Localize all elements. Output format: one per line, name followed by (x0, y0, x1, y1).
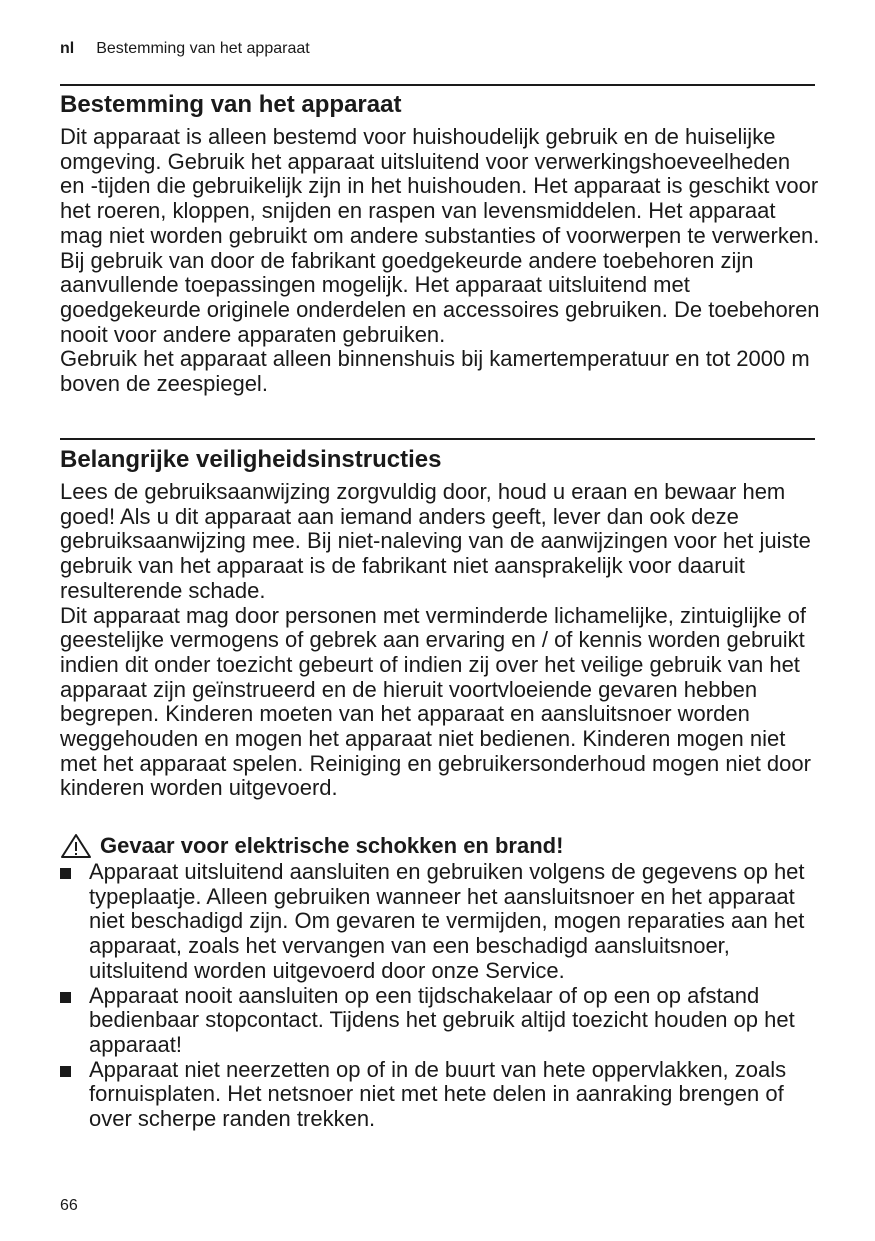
paragraph: Dit apparaat is alleen bestemd voor huishoudelijk gebruik en de huiselijke omgeving. Gebruik het apparaat uitsluitend voor verwerkingshoeveelheden en -tijden die gebruikelijk zijn in het huishouden. Het apparaat is geschikt voor het roeren, kloppen, snijden en raspen van levensmiddelen. Het apparaat mag niet worden gebruikt om andere substanties of voorwerpen te verwerken. Bij gebruik van door de fabrikant goedgekeurde andere toebehoren zijn aanvullende toepassingen mogelijk. Het apparaat uitsluitend met goedgekeurde originele onderdelen en accessoires gebruiken. De toebehoren nooit voor andere apparaten gebruiken. (60, 124, 820, 347)
bullet-square-icon (60, 1066, 71, 1077)
paragraph: Dit apparaat mag door personen met verminderde lichamelijke, zintuiglijke of geestelijke vermogens of gebrek aan ervaring en / of kennis worden gebruikt indien dit onder toezicht gebeurt of indien zij over het veilige gebruik van het apparaat zijn geïnstrueerd en de hieruit voortvloeiende gevaren hebben begrepen. Kinderen moeten van het apparaat en aansluitsnoer worden weggehouden en mogen het apparaat niet bedienen. Kinderen mogen niet met het apparaat spelen. Reiniging en gebruikersonderhoud mogen niet door kinderen worden uitgevoerd. (60, 602, 811, 801)
warning-heading (60, 832, 820, 860)
running-title: Bestemming van het apparaat (96, 40, 310, 57)
section-title-bestemming: Bestemming van het apparaat (60, 91, 402, 118)
warning-triangle-icon (60, 833, 92, 859)
paragraph: Lees de gebruiksaanwijzing zorgvuldig door, houd u eraan en bewaar hem goed! Als u dit apparaat aan iemand anders geeft, lever dan ook deze gebruiksaanwijzing mee. Bij niet-naleving van de aanwijzingen voor het juiste gebruik van het apparaat is de fabrikant niet aansprakelijk voor daaruit resulterende schade. (60, 479, 811, 603)
bullet-square-icon (60, 992, 71, 1003)
list-item (60, 984, 820, 1058)
bullet-square-icon (60, 868, 71, 879)
section-body-bestemming (60, 125, 820, 397)
paragraph: Gebruik het apparaat alleen binnenshuis bij kamertemperatuur en tot 2000 m boven de zeespiegel. (60, 346, 810, 397)
list-item (60, 860, 820, 984)
list-item (60, 1058, 820, 1132)
list-item-text: Apparaat niet neerzetten op of in de buurt van hete oppervlakken, zoals fornuisplaten. Het netsnoer niet met hete delen in aanraking brengen of over scherpe randen trekken. (89, 1056, 787, 1132)
section-title-veiligheid: Belangrijke veiligheidsinstructies (60, 446, 442, 473)
list-item-text: Apparaat uitsluitend aansluiten en gebruiken volgens de gegevens op het typeplaatje. Alleen gebruiken wanneer het aansluitsnoer en het apparaat niet beschadigd zijn. Om gevaren te vermijden, mogen reparaties aan het apparaat, zoals het vervangen van een beschadigd aansluitsnoer, uitsluitend worden uitgevoerd door onze Service. (89, 859, 805, 983)
section-divider (60, 84, 815, 86)
language-code: nl (60, 40, 75, 57)
section-body-veiligheid (60, 480, 820, 801)
safety-bullet-list (60, 860, 820, 1132)
list-item-text: Apparaat nooit aansluiten op een tijdschakelaar of op een op afstand bedienbaar stopcontact. Tijdens het gebruik altijd toezicht houden op het apparaat! (89, 982, 795, 1057)
section-divider (60, 438, 815, 440)
page-number: 66 (60, 1197, 78, 1214)
page-header (60, 40, 310, 58)
warning-title: Gevaar voor elektrische schokken en brand! (100, 833, 564, 858)
